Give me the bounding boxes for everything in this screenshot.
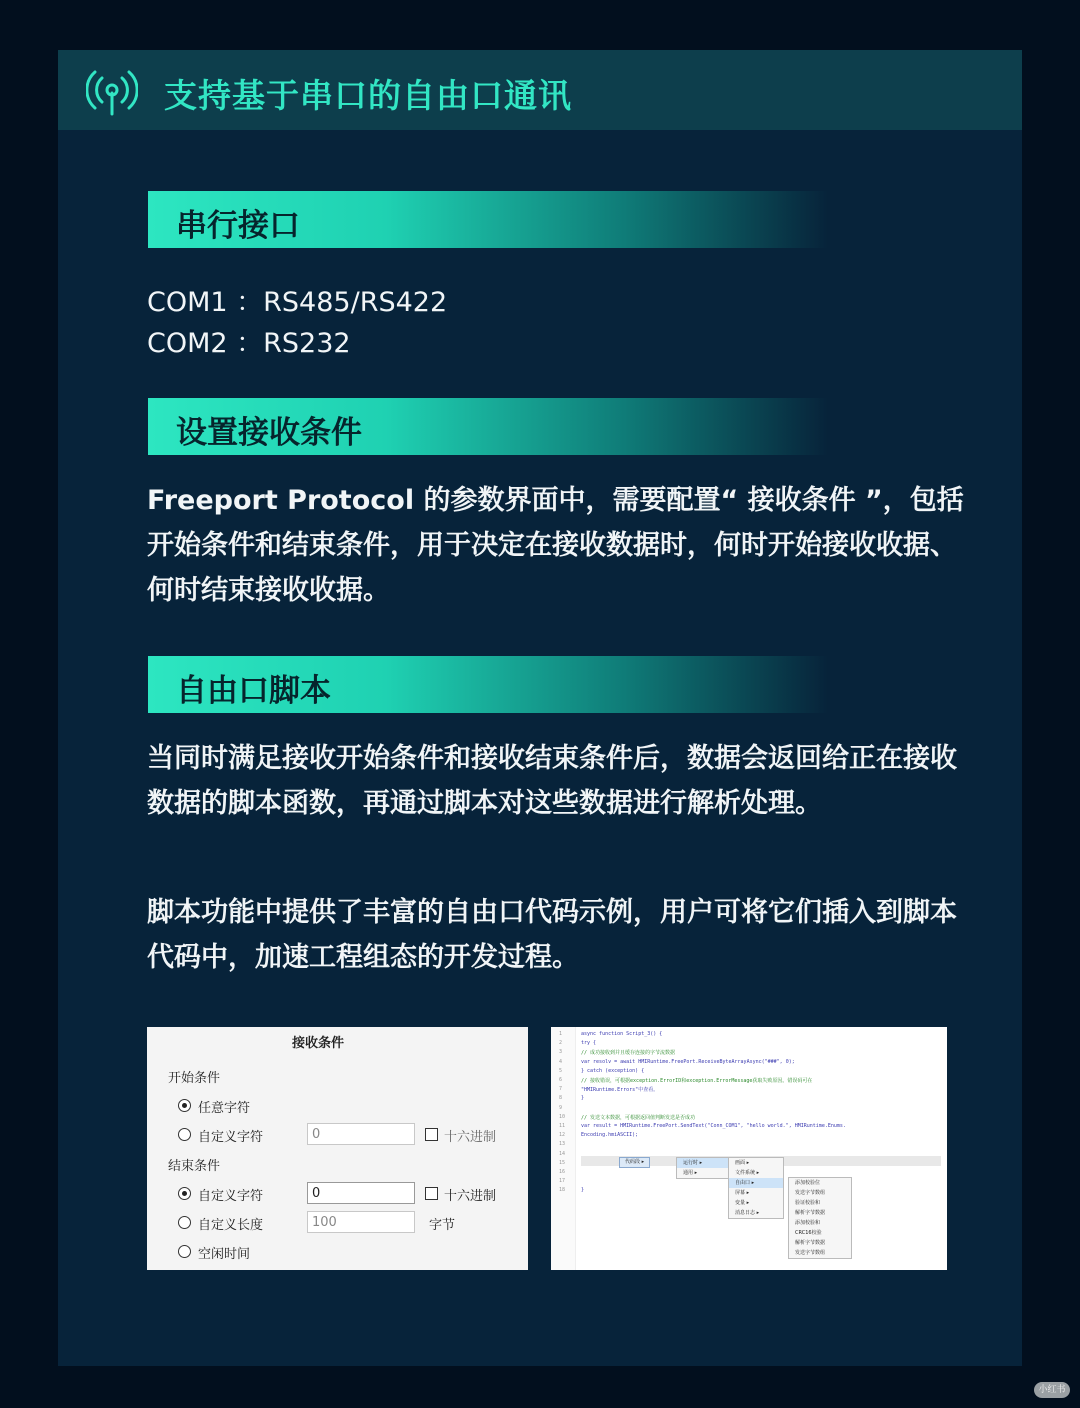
start-any-radio[interactable] <box>178 1099 191 1112</box>
menu-level-3-item[interactable]: 解析字节数据 <box>795 1210 826 1216</box>
menu-level-2 <box>728 1157 784 1219</box>
section-heading-script <box>148 656 828 713</box>
menu-level-1 <box>676 1157 730 1179</box>
section-heading-text: 设置接收条件 <box>176 415 362 451</box>
end-length-radio[interactable] <box>178 1216 191 1229</box>
menu-level-3 <box>788 1177 852 1259</box>
end-length-label: 自定义长度 <box>198 1218 264 1233</box>
idle-time-radio[interactable] <box>178 1245 191 1258</box>
menu-level-3-item[interactable]: 添加校验和 <box>795 1220 821 1226</box>
script-paragraph-1: 当同时满足接收开始条件和接收结束条件后，数据会返回给正在接收数据的脚本函数，再通过脚本对这些数据进行解析处理。 <box>147 743 957 819</box>
line-number: 1 <box>559 1031 563 1037</box>
end-condition-label: 结束条件 <box>168 1159 221 1174</box>
start-custom-input[interactable]: 0 <box>307 1123 415 1145</box>
menu-level-3-item[interactable]: 发送字节数组 <box>795 1250 826 1256</box>
code-line: // 成功接收到并且缓存连接的字节流数据 <box>581 1050 676 1057</box>
menu-level-2-item[interactable]: 变量 ▸ <box>735 1200 750 1206</box>
end-custom-radio[interactable] <box>178 1187 191 1200</box>
line-gutter <box>551 1027 576 1270</box>
content-panel <box>58 50 1022 1366</box>
menu-level-3-item[interactable]: 验证校验和 <box>795 1200 821 1206</box>
snippet-menu-label: 代码段 <box>625 1159 641 1165</box>
code-line: "HMIRuntime.Errors"中查看。 <box>581 1087 659 1094</box>
receive-conditions-dialog <box>147 1027 528 1270</box>
menu-item-general[interactable]: 通用 ▸ <box>683 1170 698 1176</box>
line-number: 9 <box>559 1104 563 1111</box>
line-number: 17 <box>559 1178 566 1185</box>
signal-antenna-icon <box>86 66 138 118</box>
end-hex-checkbox[interactable] <box>425 1187 438 1200</box>
script-paragraph-2: 脚本功能中提供了丰富的自由口代码示例，用户可将它们插入到脚本代码中，加速工程组态的开发过程。 <box>147 897 957 973</box>
code-line: // 接收错误，可根据exception.ErrorID和exception.ErrorMessage获取失败原因。错误码可在 <box>581 1078 813 1084</box>
line-number: 2 <box>559 1040 563 1047</box>
watermark: 小红书 <box>1034 1382 1070 1398</box>
menu-level-2-item[interactable]: 画面 ▸ <box>735 1160 750 1166</box>
code-line: async function Script_3() { <box>581 1031 663 1037</box>
title-bar <box>58 50 1022 130</box>
snippet-menu-button[interactable]: 代码段 ▸ <box>619 1157 650 1168</box>
menu-item-runtime[interactable]: 运行时 ▸ <box>677 1158 729 1168</box>
section-heading-text: 自由口脚本 <box>176 673 331 709</box>
code-line: var resolv = await HMIRuntime.FreePort.ReceiveByteArrayAsync("###", 0); <box>581 1058 795 1065</box>
end-custom-label: 自定义字符 <box>198 1189 264 1204</box>
code-line: } <box>581 1187 585 1194</box>
code-line: var result = HMIRuntime.FreePort.SendText("Conn_COM1", "hello world.", HMIRuntime.Enums. <box>581 1123 846 1129</box>
line-number: 11 <box>559 1123 566 1129</box>
line-number: 14 <box>559 1150 566 1157</box>
start-custom-label: 自定义字符 <box>198 1130 264 1145</box>
code-line: // 发送文本数据，可根据返回值判断发送是否成功 <box>581 1114 696 1121</box>
menu-level-3-item[interactable]: 添加校验位 <box>795 1180 821 1186</box>
menu-level-3-item[interactable]: 发送字节数组 <box>795 1190 826 1196</box>
menu-level-3-item[interactable]: 解析字节数据 <box>795 1240 826 1246</box>
com2-line: COM2 ：RS232 <box>147 328 351 359</box>
code-line: } catch (exception) { <box>581 1067 645 1074</box>
idle-time-label: 空闲时间 <box>198 1247 251 1262</box>
menu-level-2-item[interactable]: 文件系统 ▸ <box>735 1170 760 1176</box>
section-heading-text: 串行接口 <box>176 208 300 244</box>
section-heading-receive <box>148 398 828 455</box>
script-editor <box>551 1027 947 1270</box>
line-number: 15 <box>559 1159 566 1166</box>
code-line: Encoding.hmiASCII); <box>581 1132 639 1139</box>
start-custom-radio[interactable] <box>178 1128 191 1141</box>
section-heading-serial <box>148 191 828 248</box>
com1-line: COM1 ：RS485/RS422 <box>147 287 448 318</box>
start-any-label: 任意字符 <box>198 1101 251 1116</box>
end-length-input[interactable]: 100 <box>307 1211 415 1233</box>
line-number: 13 <box>559 1141 566 1148</box>
code-line: try { <box>581 1040 597 1047</box>
line-number: 8 <box>559 1095 563 1102</box>
end-hex-label: 十六进制 <box>444 1189 497 1204</box>
start-condition-label: 开始条件 <box>168 1071 221 1086</box>
dialog-title: 接收条件 <box>292 1036 345 1051</box>
line-number: 3 <box>559 1049 563 1056</box>
line-number: 4 <box>559 1058 563 1065</box>
bytes-label: 字节 <box>429 1218 456 1233</box>
start-hex-label: 十六进制 <box>444 1130 497 1145</box>
receive-paragraph: Freeport Protocol 的参数界面中，需要配置“ 接收条件 ”，包括开始条件和结束条件，用于决定在接收数据时，何时开始接收收据、何时结束接收收据。 <box>147 485 964 606</box>
line-number: 5 <box>559 1067 563 1074</box>
line-number: 6 <box>559 1077 563 1083</box>
start-hex-checkbox[interactable] <box>425 1128 438 1141</box>
line-number: 7 <box>559 1086 563 1093</box>
menu-level-2-item[interactable]: 消息日志 ▸ <box>735 1210 760 1216</box>
menu-level-2-item[interactable]: 自由口 ▸ <box>729 1178 783 1188</box>
line-number: 12 <box>559 1132 566 1139</box>
end-custom-input[interactable]: 0 <box>307 1182 415 1204</box>
page-title: 支持基于串口的自由口通讯 <box>164 76 572 115</box>
menu-level-3-item[interactable]: CRC16校验 <box>795 1230 822 1236</box>
line-number: 10 <box>559 1113 566 1120</box>
code-line: } <box>581 1095 585 1102</box>
menu-level-2-item[interactable]: 屏幕 ▸ <box>735 1190 750 1196</box>
line-number: 16 <box>559 1169 566 1175</box>
line-number: 18 <box>559 1187 566 1194</box>
